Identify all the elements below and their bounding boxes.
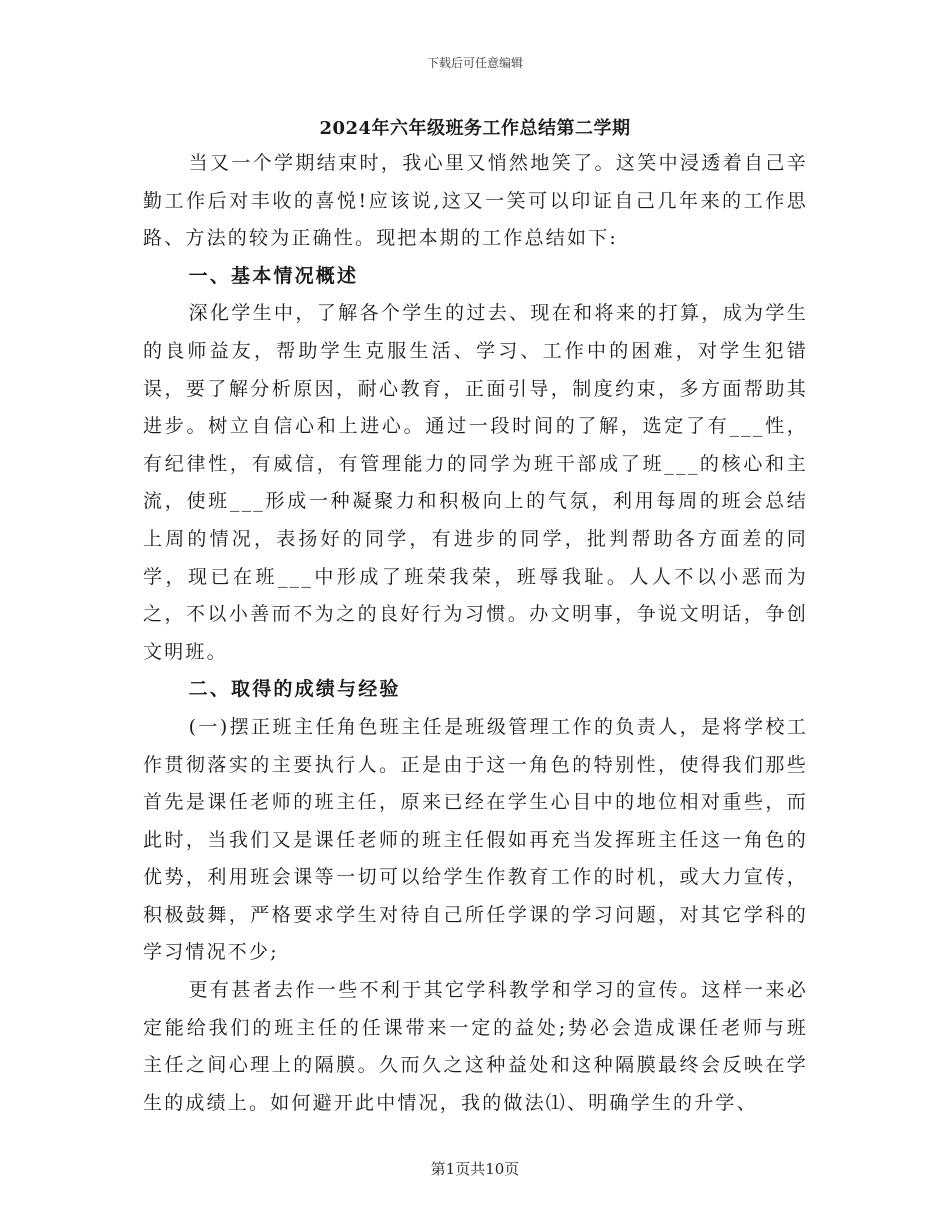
page-number-footer: 第1页共10页	[430, 1160, 520, 1178]
body-paragraph: 深化学生中，了解各个学生的过去、现在和将来的打算，成为学生的良师益友，帮助学生克服生活、学习、工作中的困难，对学生犯错误，要了解分析原因，耐心教育，正面引导，制度约束，多方面帮助其进步。树立自信心和上进心。通过一段时间的了解，选定了有___性，有纪律性，有威信，有管理能力的同学为班干部成了班___的核心和主流，使班___形成一种凝聚力和积极向上的气氛，利用每周的班会总结上周的情况，表扬好的同学，有进步的同学，批判帮助各方面差的同学，现已在班___中形成了班荣我荣，班辱我耻。人人不以小恶而为之，不以小善而不为之的良好行为习惯。办文明事，争说文明话，争创文明班。	[143, 302, 808, 663]
intro-paragraph: 当又一个学期结束时，我心里又悄然地笑了。这笑中浸透着自己辛勤工作后对丰收的喜悦!应该说,这又一笑可以印证自己几年来的工作思路、方法的较为正确性。现把本期的工作总结如下:	[143, 152, 808, 250]
document-title: 2024年六年级班务工作总结第二学期	[319, 118, 631, 139]
body-paragraph: 更有甚者去作一些不利于其它学科教学和学习的宣传。这样一来必定能给我们的班主任的任课带来一定的益处;势必会造成课任老师与班主任之间心理上的隔膜。久而久之这种益处和这种隔膜最终会反映在学生的成绩上。如何避开此中情况，我的做法⑴、明确学生的升学、	[143, 979, 808, 1114]
document-body	[143, 145, 808, 1122]
body-paragraph: (一)摆正班主任角色班主任是班级管理工作的负责人，是将学校工作贯彻落实的主要执行人。正是由于这一角色的特别性，使得我们那些首先是课任老师的班主任，原来已经在学生心目中的地位相对重些，而此时，当我们又是课任老师的班主任假如再充当发挥班主任这一角色的优势，利用班会课等一切可以给学生作教育工作的时机，或大力宣传，积极鼓舞，严格要求学生对待自己所任学课的学习问题，对其它学科的学习情况不少;	[143, 715, 808, 964]
header-note: 下载后可任意编辑	[426, 56, 523, 70]
section-heading-2: 二、取得的成绩与经验	[188, 678, 401, 701]
section-heading-1: 一、基本情况概述	[188, 264, 359, 287]
